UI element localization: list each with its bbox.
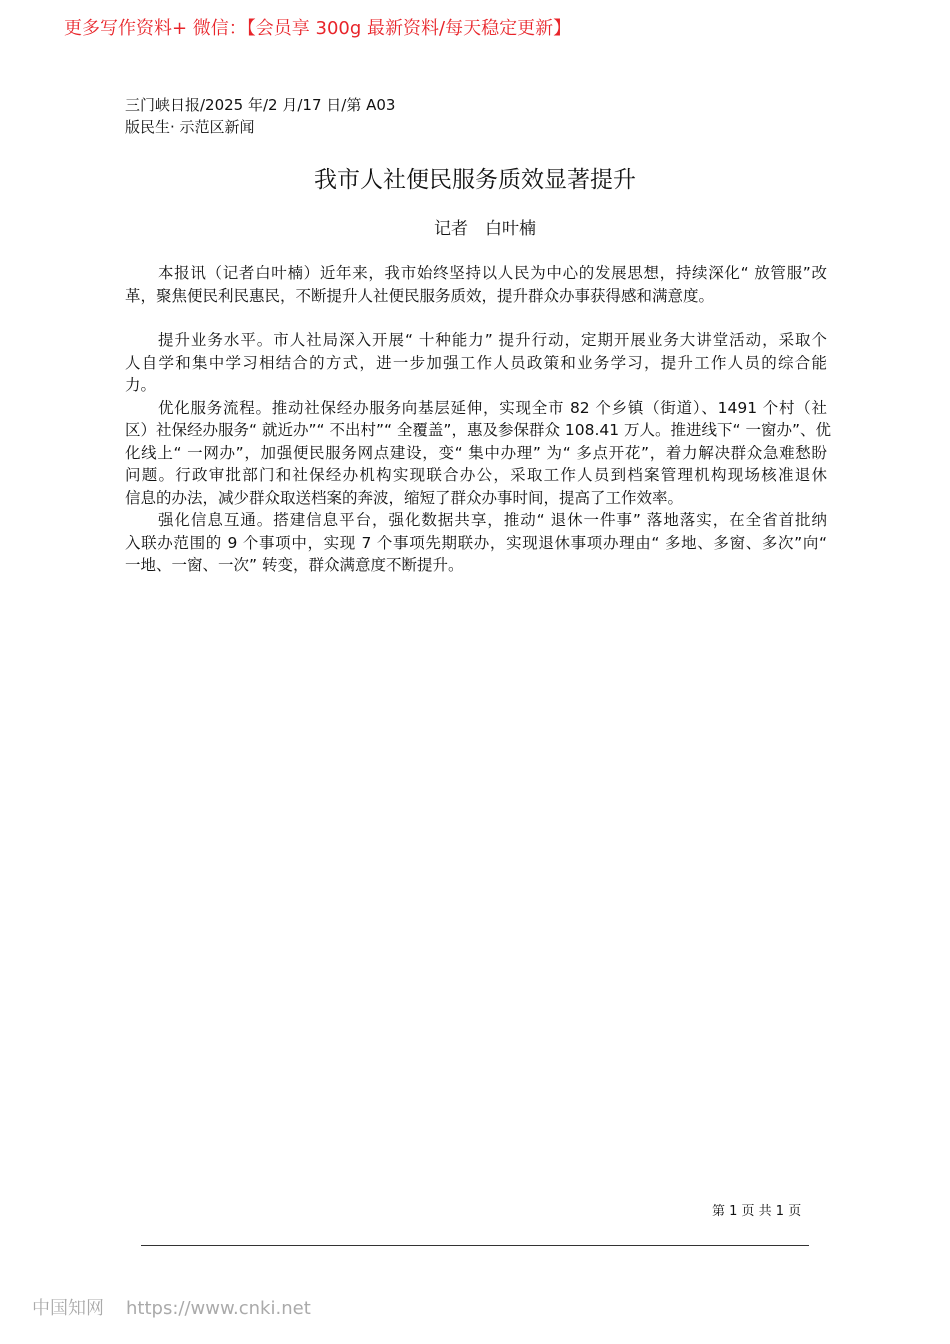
- paragraph: [125, 329, 827, 397]
- paragraph: [125, 262, 827, 307]
- paragraph-line: 优化服务流程。推动社保经办服务向基层延伸，实现全市 82 个乡镇（街道）、1491 个村（社: [158, 398, 827, 417]
- paragraph-line: 区）社保经办服务“ 就近办”“ 不出村”“ 全覆盖”，惠及参保群众 108.41 万人。推进线下“ 一窗办”、优: [125, 421, 832, 439]
- paragraph-line: 提升业务水平。市人社局深入开展“ 十种能力” 提升行动，定期开展业务大讲堂活动，采取个: [158, 331, 827, 349]
- cnki-url[interactable]: https://www.cnki.net: [126, 1298, 311, 1319]
- paragraph-line: 力。: [125, 376, 157, 394]
- article-title: 我市人社便民服务质效显著提升: [314, 167, 636, 193]
- page-number: 第 1 页 共 1 页: [712, 1204, 802, 1219]
- paragraph-line: 信息的办法，减少群众取送档案的奔波，缩短了群众办事时间，提高了工作效率。: [125, 488, 684, 507]
- paragraph-line: 一地、一窗、一次” 转变，群众满意度不断提升。: [125, 556, 464, 574]
- paragraph-line: 强化信息互通。搭建信息平台，强化数据共享，推动“ 退休一件事” 落地落实，在全省首批纳: [158, 511, 827, 529]
- paragraph-line: 问题。行政审批部门和社保经办机构实现联合办公，采取工作人员到档案管理机构现场核准退休: [125, 466, 827, 484]
- paragraph-line: 入联办范围的 9 个事项中，实现 7 个事项先期联办，实现退休事项办理由“ 多地、多窗、多次”向“: [125, 533, 827, 552]
- paragraph: [125, 509, 827, 577]
- article-author: 记者 白叶楠: [434, 219, 536, 239]
- paragraph-line: 化线上“ 一网办”，加强便民服务网点建设，变“ 集中办理” 为“ 多点开花”，着力解决群众急难愁盼: [125, 443, 827, 462]
- article-body: [125, 262, 832, 577]
- paragraph-line: 革，聚焦便民利民惠民，不断提升人社便民服务质效，提升群众办事获得感和满意度。: [125, 286, 715, 305]
- paragraph-line: 本报讯（记者白叶楠）近年来，我市始终坚持以人民为中心的发展思想，持续深化“ 放管服”改: [158, 264, 827, 282]
- paragraph-gap: [125, 307, 827, 329]
- source-meta: [125, 94, 395, 138]
- paragraph-line: 人自学和集中学习相结合的方式，进一步加强工作人员政策和业务学习，提升工作人员的综合能: [125, 353, 827, 372]
- divider: [141, 1245, 809, 1246]
- source-line-2: 版民生· 示范区新闻: [125, 118, 255, 136]
- cnki-logo: 中国知网: [32, 1298, 104, 1319]
- paragraph: [125, 397, 832, 510]
- source-line-1: 三门峡日报/2025 年/2 月/17 日/第 A03: [125, 96, 396, 114]
- footer: [32, 1294, 333, 1320]
- promo-banner: 更多写作资料+ 微信：【会员享 300g 最新资料/每天稳定更新】: [64, 18, 572, 39]
